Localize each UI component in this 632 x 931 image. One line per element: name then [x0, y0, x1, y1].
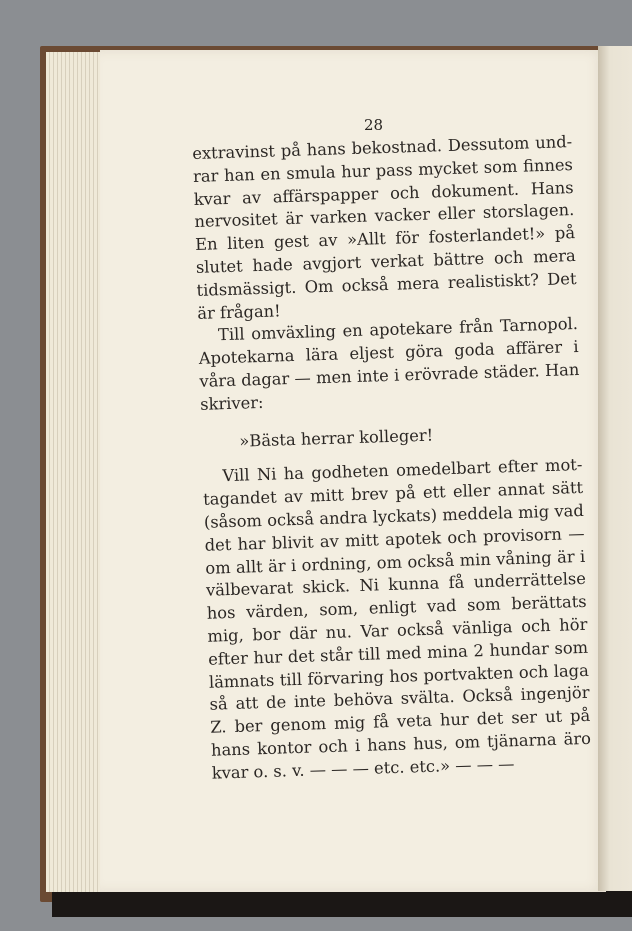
letter-greeting: »Bästa herrar kolleger!	[239, 425, 434, 451]
paragraph-1: extravinst på hans bekostnad. Dessutom undrar han en smula hur pass mycket som finnes kvar av affärspapper och dokument. Hans nervositet är varken vacker eller storslagen. En liten gest av »Allt för fosterlandet!» på slutet hade avgjort verkat bättre och mera tidsmässigt. Om också mera realistiskt? Det är frågan!	[192, 132, 577, 323]
letter-body: Vill Ni ha godheten omedelbart efter mottagandet av mitt brev på ett eller annat sätt (såsom också andra lyckats) meddela mig vad det har blivit av mitt apotek och provisorn — om allt är i ordning, om också min våning är i välbevarat skick. Ni kunna få underrättelse hos värden, som, enligt vad som berättats mig, bor där nu. Var också vänliga och hör efter hur det står till med mina 2 hundar som lämnats till förvaring hos portvakten och laga så att de inte behöva svälta. Också ingenjör Z. ber genom mig få veta hur det ser ut på hans kontor och i hans hus, om tjänarna äro kvar o. s. v. — — — etc. etc.» — — —	[202, 455, 592, 783]
page-edges	[46, 52, 103, 892]
paragraph-2: Till omväxling en apotekare från Tarnopol. Apotekarna lära eljest göra goda affärer i våra dagar — men inte i erövrade städer. Han skriver:	[198, 314, 580, 414]
page-number: 28	[364, 116, 384, 134]
page-text	[192, 131, 592, 785]
facing-page-fold	[598, 46, 632, 891]
